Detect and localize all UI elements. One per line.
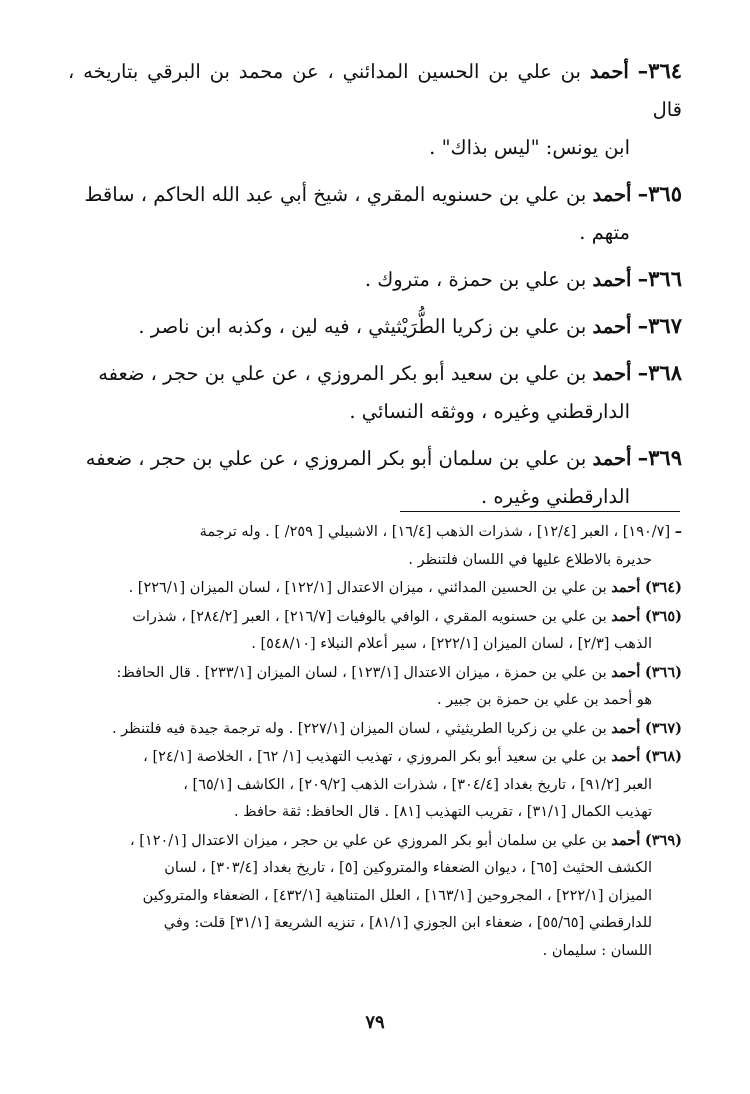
entry-364 xyxy=(68,52,682,167)
entry-number: ٣٦٩– xyxy=(637,445,682,470)
footnote-369 xyxy=(68,827,682,966)
footnotes xyxy=(68,518,682,965)
footnote-368 xyxy=(68,743,682,827)
footnote-text: بن علي بن زكريا الطريثيثي ، لسان الميزان [٢٢٧/١] . وله ترجمة جيدة فيه فلتنظر . xyxy=(111,720,607,737)
entry-text: بن علي بن سلمان أبو بكر المروزي ، عن علي بن حجر ، ضعفه xyxy=(85,447,587,470)
footnote-365 xyxy=(68,603,682,659)
entry-name: أحمد xyxy=(592,362,632,385)
footnote-head: أحمد xyxy=(611,831,641,849)
entry-name: أحمد xyxy=(592,447,632,470)
footnote-number: (٣٦٩) xyxy=(644,831,682,849)
entry-text: متهم . xyxy=(579,221,630,244)
footnote-number: (٣٦٨) xyxy=(644,748,682,765)
footnote-head: أحمد xyxy=(611,607,641,625)
entry-number: ٣٦٨– xyxy=(637,360,682,385)
entry-number: ٣٦٤– xyxy=(637,58,683,83)
footnote-number: (٣٦٧) xyxy=(644,719,682,737)
footnote-head: أحمد xyxy=(611,719,641,737)
entry-name: أحمد xyxy=(592,268,632,291)
entry-name: أحمد xyxy=(589,60,629,83)
footnote-text: الكشف الحثيث [٦٥] ، ديوان الضعفاء والمتروكين [٥] ، تاريخ بغداد [٣٠٣/٤] ، لسان xyxy=(164,860,652,876)
footnote-text: هو أحمد بن علي بن حمزة بن جبير . xyxy=(436,692,652,708)
entry-number: ٣٦٧– xyxy=(637,313,682,338)
entry-367 xyxy=(68,307,682,346)
footnote-continuation xyxy=(68,518,682,574)
footnote-number: (٣٦٤) xyxy=(644,579,682,596)
footnote-366 xyxy=(68,659,682,715)
footnote-text: للدارقطني [٥٥/٦٥] ، ضعفاء ابن الجوزي [٨١/١] ، تنزيه الشريعة [٣١/١] قلت: وفي xyxy=(163,915,652,931)
footnote-text: الميزان [٢٢٢/١] ، المجروحين [١٦٣/١] ، العلل المتناهية [٤٣٢/١] ، الضعفاء والمتروكين xyxy=(142,887,652,904)
entry-text: بن علي بن الحسين المدائني ، عن محمد بن البرقي بتاريخه ، قال xyxy=(68,60,682,121)
footnote-text: بن علي بن الحسين المدائني ، ميزان الاعتدال [١٢٢/١] ، لسان الميزان [٢٢٦/١] . xyxy=(128,580,607,596)
footnote-text: بن علي بن سلمان أبو بكر المروزي عن علي بن حجر ، ميزان الاعتدال [١٢٠/١] ، xyxy=(129,832,607,849)
footnote-head: أحمد xyxy=(611,663,641,681)
entry-369 xyxy=(68,439,682,516)
footnote-text: العبر [٩١/٢] ، تاريخ بغداد [٣٠٤/٤] ، شذرات الذهب [٢٠٩/٢] ، الكاشف [٦٥/١] ، xyxy=(183,776,652,793)
main-entries xyxy=(68,52,682,524)
entry-text: ابن يونس: "ليس بذاك" . xyxy=(429,136,630,159)
entry-text: بن علي بن حسنويه المقري ، شيخ أبي عبد الله الحاكم ، ساقط xyxy=(84,183,587,206)
footnote-separator xyxy=(400,511,680,512)
footnote-367 xyxy=(68,715,682,744)
entry-366 xyxy=(68,260,682,299)
entry-text: بن علي بن حمزة ، متروك . xyxy=(364,268,587,291)
footnote-number: – xyxy=(674,523,682,540)
footnote-text: [١٩٠/٧] ، العبر [١٢/٤] ، شذرات الذهب [١٦/٤] ، الاشبيلي [ ٢٥٩/ ] . وله ترجمة xyxy=(199,524,671,540)
entry-text: الدارقطني وغيره ، ووثقه النسائي . xyxy=(349,400,630,423)
footnote-text: بن علي بن سعيد أبو بكر المروزي ، تهذيب التهذيب [١/ ٦٢] ، الخلاصة [٢٤/١] ، xyxy=(143,749,607,765)
footnote-head: أحمد xyxy=(611,748,641,765)
entry-text: بن علي بن سعيد أبو بكر المروزي ، عن علي بن حجر ، ضعفه xyxy=(98,362,587,385)
entry-text: بن علي بن زكريا الطُّرَيْثيثي ، فيه لين ، وكذبه ابن ناصر . xyxy=(138,315,587,338)
footnote-text: اللسان : سليمان . xyxy=(542,942,652,959)
footnote-text: حديرة بالاطلاع عليها في اللسان فلتنظر . xyxy=(408,551,652,568)
footnote-text: تهذيب الكمال [٣١/١] ، تقريب التهذيب [٨١] . قال الحافظ: ثقة حافظ . xyxy=(233,804,652,820)
footnote-text: بن علي بن حسنويه المقري ، الوافي بالوفيات [٢١٦/٧] ، العبر [٢٨٤/٢] ، شذرات xyxy=(132,608,607,625)
footnote-head: أحمد xyxy=(611,579,641,596)
footnote-number: (٣٦٥) xyxy=(644,607,682,625)
entry-365 xyxy=(68,175,682,252)
footnote-364 xyxy=(68,574,682,603)
entry-number: ٣٦٥– xyxy=(637,181,682,206)
entry-text: الدارقطني وغيره . xyxy=(481,485,630,508)
entry-number: ٣٦٦– xyxy=(637,266,682,291)
footnote-text: بن علي بن حمزة ، ميزان الاعتدال [١٢٣/١] ، لسان الميزان [٢٣٣/١] . قال الحافظ: xyxy=(116,664,607,681)
footnote-text: الذهب [٢/٣] ، لسان الميزان [٢٢٢/١] ، سير أعلام النبلاء [٥٤٨/١٠] . xyxy=(251,636,652,652)
page-number: ٧٩ xyxy=(365,1012,385,1033)
footnote-number: (٣٦٦) xyxy=(644,663,682,681)
entry-name: أحمد xyxy=(592,183,632,206)
entry-name: أحمد xyxy=(592,315,632,338)
entry-368 xyxy=(68,354,682,431)
